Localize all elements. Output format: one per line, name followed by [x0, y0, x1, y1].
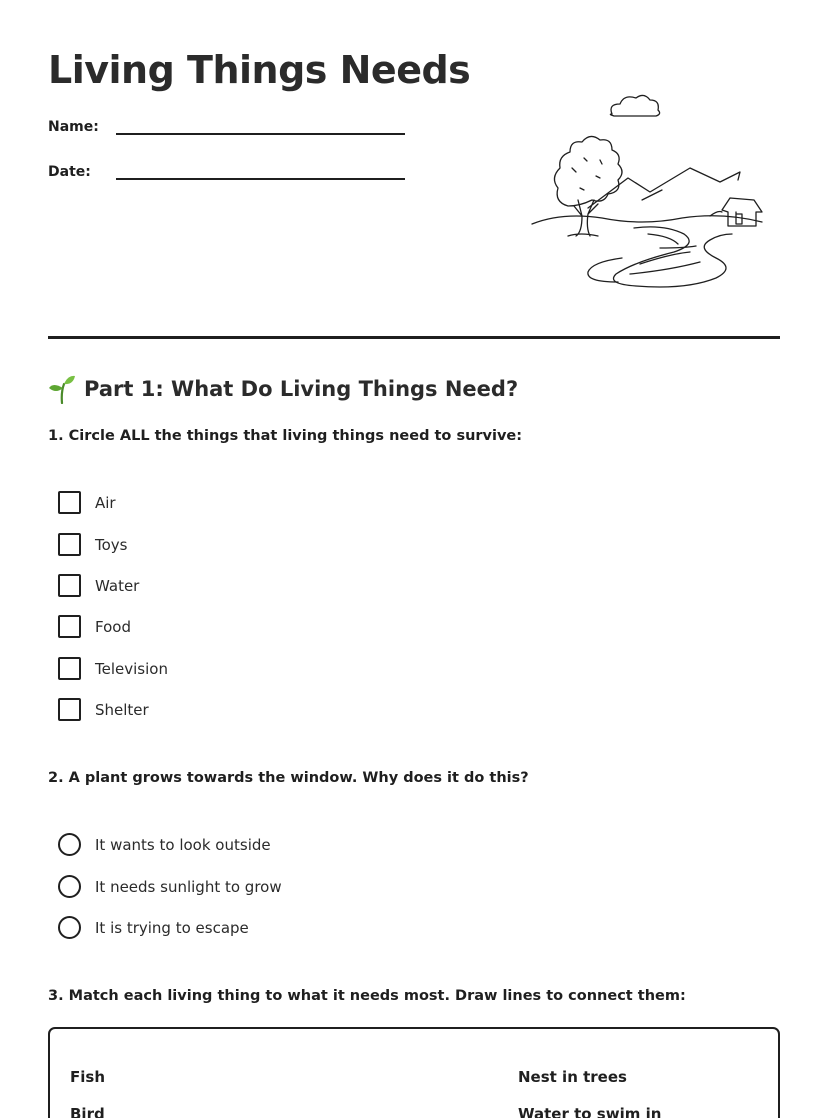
date-label: Date:: [48, 164, 91, 180]
name-blank-line[interactable]: [116, 117, 405, 135]
house-icon: [722, 198, 762, 226]
name-field: [48, 117, 405, 135]
tree-icon: [554, 136, 622, 206]
q1-option-water[interactable]: [58, 574, 139, 597]
checkbox[interactable]: [58, 574, 81, 597]
date-blank-line[interactable]: [116, 162, 405, 180]
name-label: Name:: [48, 119, 99, 135]
q2-option-sunlight[interactable]: [58, 875, 282, 898]
part1-heading-text: Part 1: What Do Living Things Need?: [84, 377, 519, 401]
cloud-icon: [610, 95, 659, 116]
option-label: Water: [95, 576, 140, 595]
part1-heading: [48, 374, 518, 404]
q2-option-look-outside[interactable]: [58, 833, 271, 856]
checkbox[interactable]: [58, 615, 81, 638]
option-label: Air: [95, 493, 116, 512]
date-field: [48, 162, 405, 180]
q1-option-air[interactable]: [58, 491, 116, 514]
radio-button[interactable]: [58, 833, 81, 856]
matching-box: [48, 1027, 780, 1118]
radio-button[interactable]: [58, 875, 81, 898]
match-left-item[interactable]: Fish: [70, 1068, 105, 1086]
checkbox[interactable]: [58, 533, 81, 556]
option-label: It needs sunlight to grow: [95, 877, 282, 896]
q1-option-food[interactable]: [58, 615, 131, 638]
option-label: Toys: [95, 535, 128, 554]
question-3: 3. Match each living thing to what it needs most. Draw lines to connect them:: [48, 988, 686, 1004]
question-2: 2. A plant grows towards the window. Why does it do this?: [48, 770, 529, 786]
option-label: Television: [95, 659, 168, 678]
option-label: Shelter: [95, 700, 149, 719]
checkbox[interactable]: [58, 657, 81, 680]
radio-button[interactable]: [58, 916, 81, 939]
section-divider: [48, 336, 780, 339]
option-label: It wants to look outside: [95, 835, 271, 854]
match-right-item[interactable]: Water to swim in: [518, 1105, 662, 1118]
checkbox[interactable]: [58, 698, 81, 721]
q1-option-shelter[interactable]: [58, 698, 149, 721]
q1-option-toys[interactable]: [58, 533, 127, 556]
q2-option-escape[interactable]: [58, 916, 249, 939]
match-right-item[interactable]: Nest in trees: [518, 1068, 627, 1086]
landscape-illustration: [530, 88, 770, 294]
q1-option-television[interactable]: [58, 657, 168, 680]
checkbox[interactable]: [58, 491, 81, 514]
match-left-item[interactable]: Bird: [70, 1105, 105, 1118]
worksheet-title: Living Things Needs: [48, 48, 471, 92]
option-label: It is trying to escape: [95, 918, 249, 937]
river-icon: [614, 227, 733, 287]
worksheet-page: [48, 0, 780, 1118]
sprout-icon: [48, 374, 76, 404]
mountains-icon: [588, 168, 740, 208]
question-1: 1. Circle ALL the things that living things need to survive:: [48, 428, 523, 444]
option-label: Food: [95, 617, 131, 636]
